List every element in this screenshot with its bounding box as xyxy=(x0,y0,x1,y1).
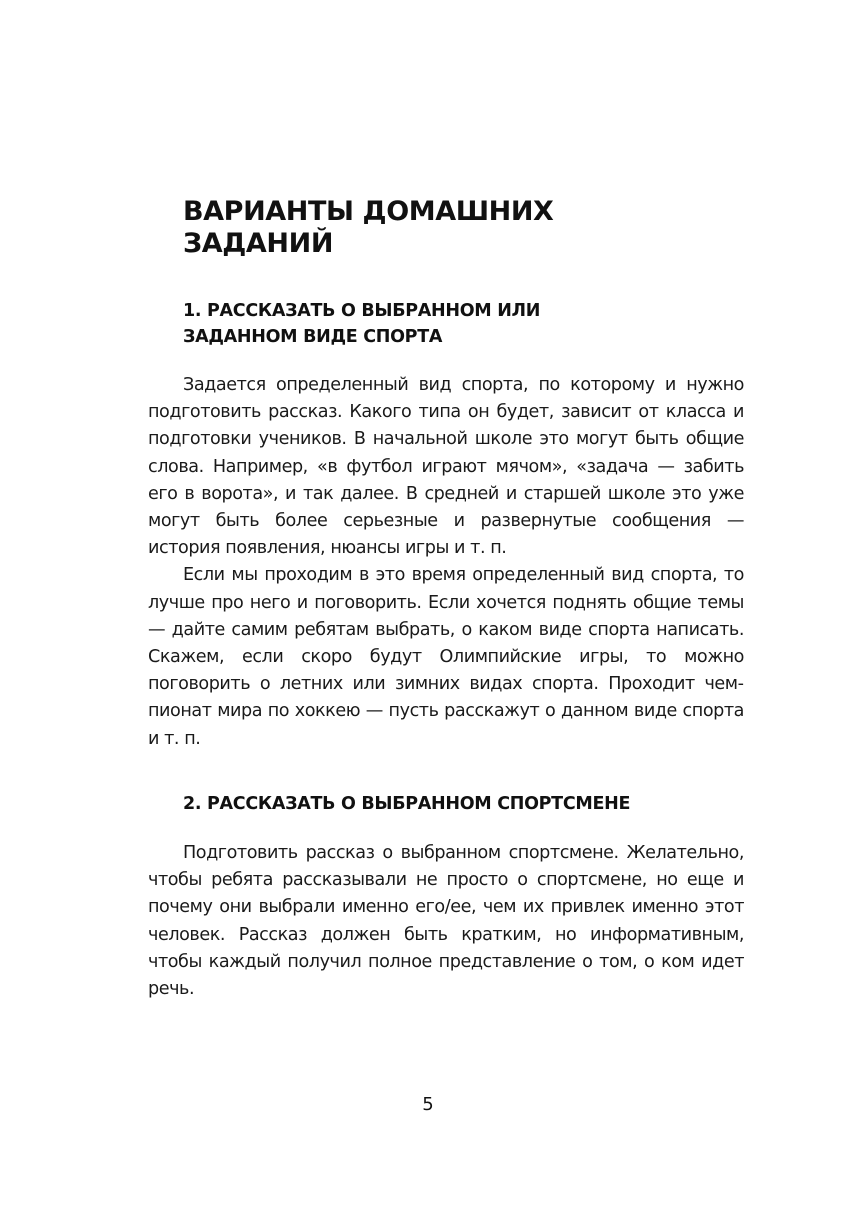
paragraph: Если мы проходим в это время определенный вид спорта, то лучше про него и поговорить. Если хочется поднять общие темы — дайте самим ребятам выбрать, о каком виде спорта написать. Скажем, если скоро будут Олимпийские игры, то можно поговорить о летних или зимних видах спорта. Проходит чемпионат мира по хоккею — пусть расскажут о данном виде спорта и т. п. xyxy=(148,565,744,749)
page-number: 5 xyxy=(422,1094,434,1115)
paragraph: Задается определенный вид спорта, по которому и нужно подготовить рассказ. Какого типа он будет, зависит от класса и подготовки учеников. В начальной школе это могут быть общие слова. Например, «в футбол играют мячом», «задача — забить его в ворота», и так далее. В средней и старшей школе это уже могут быть более серьезные и развернутые сообщения — история появления, нюансы игры и т. п. xyxy=(148,375,744,559)
section-heading-2: 2. РАССКАЗАТЬ О ВЫБРАННОМ СПОРТСМЕНЕ xyxy=(183,794,631,814)
section-body-2 xyxy=(148,840,744,1003)
section-heading-1: 1. РАССКАЗАТЬ О ВЫБРАННОМ ИЛИ ЗАДАННОМ ВИДЕ СПОРТА xyxy=(183,301,541,347)
section-body-1 xyxy=(148,372,744,753)
page-title: ВАРИАНТЫ ДОМАШНИХ ЗАДАНИЙ xyxy=(183,196,554,259)
paragraph: Подготовить рассказ о выбранном спортсмене. Желательно, чтобы ребята рассказывали не просто о спортсмене, но еще и почему они выбрали именно его/ее, чем их привлек именно этот человек. Рассказ должен быть кратким, но информативным, чтобы каждый получил полное представление о том, о ком идет речь. xyxy=(148,843,744,1000)
